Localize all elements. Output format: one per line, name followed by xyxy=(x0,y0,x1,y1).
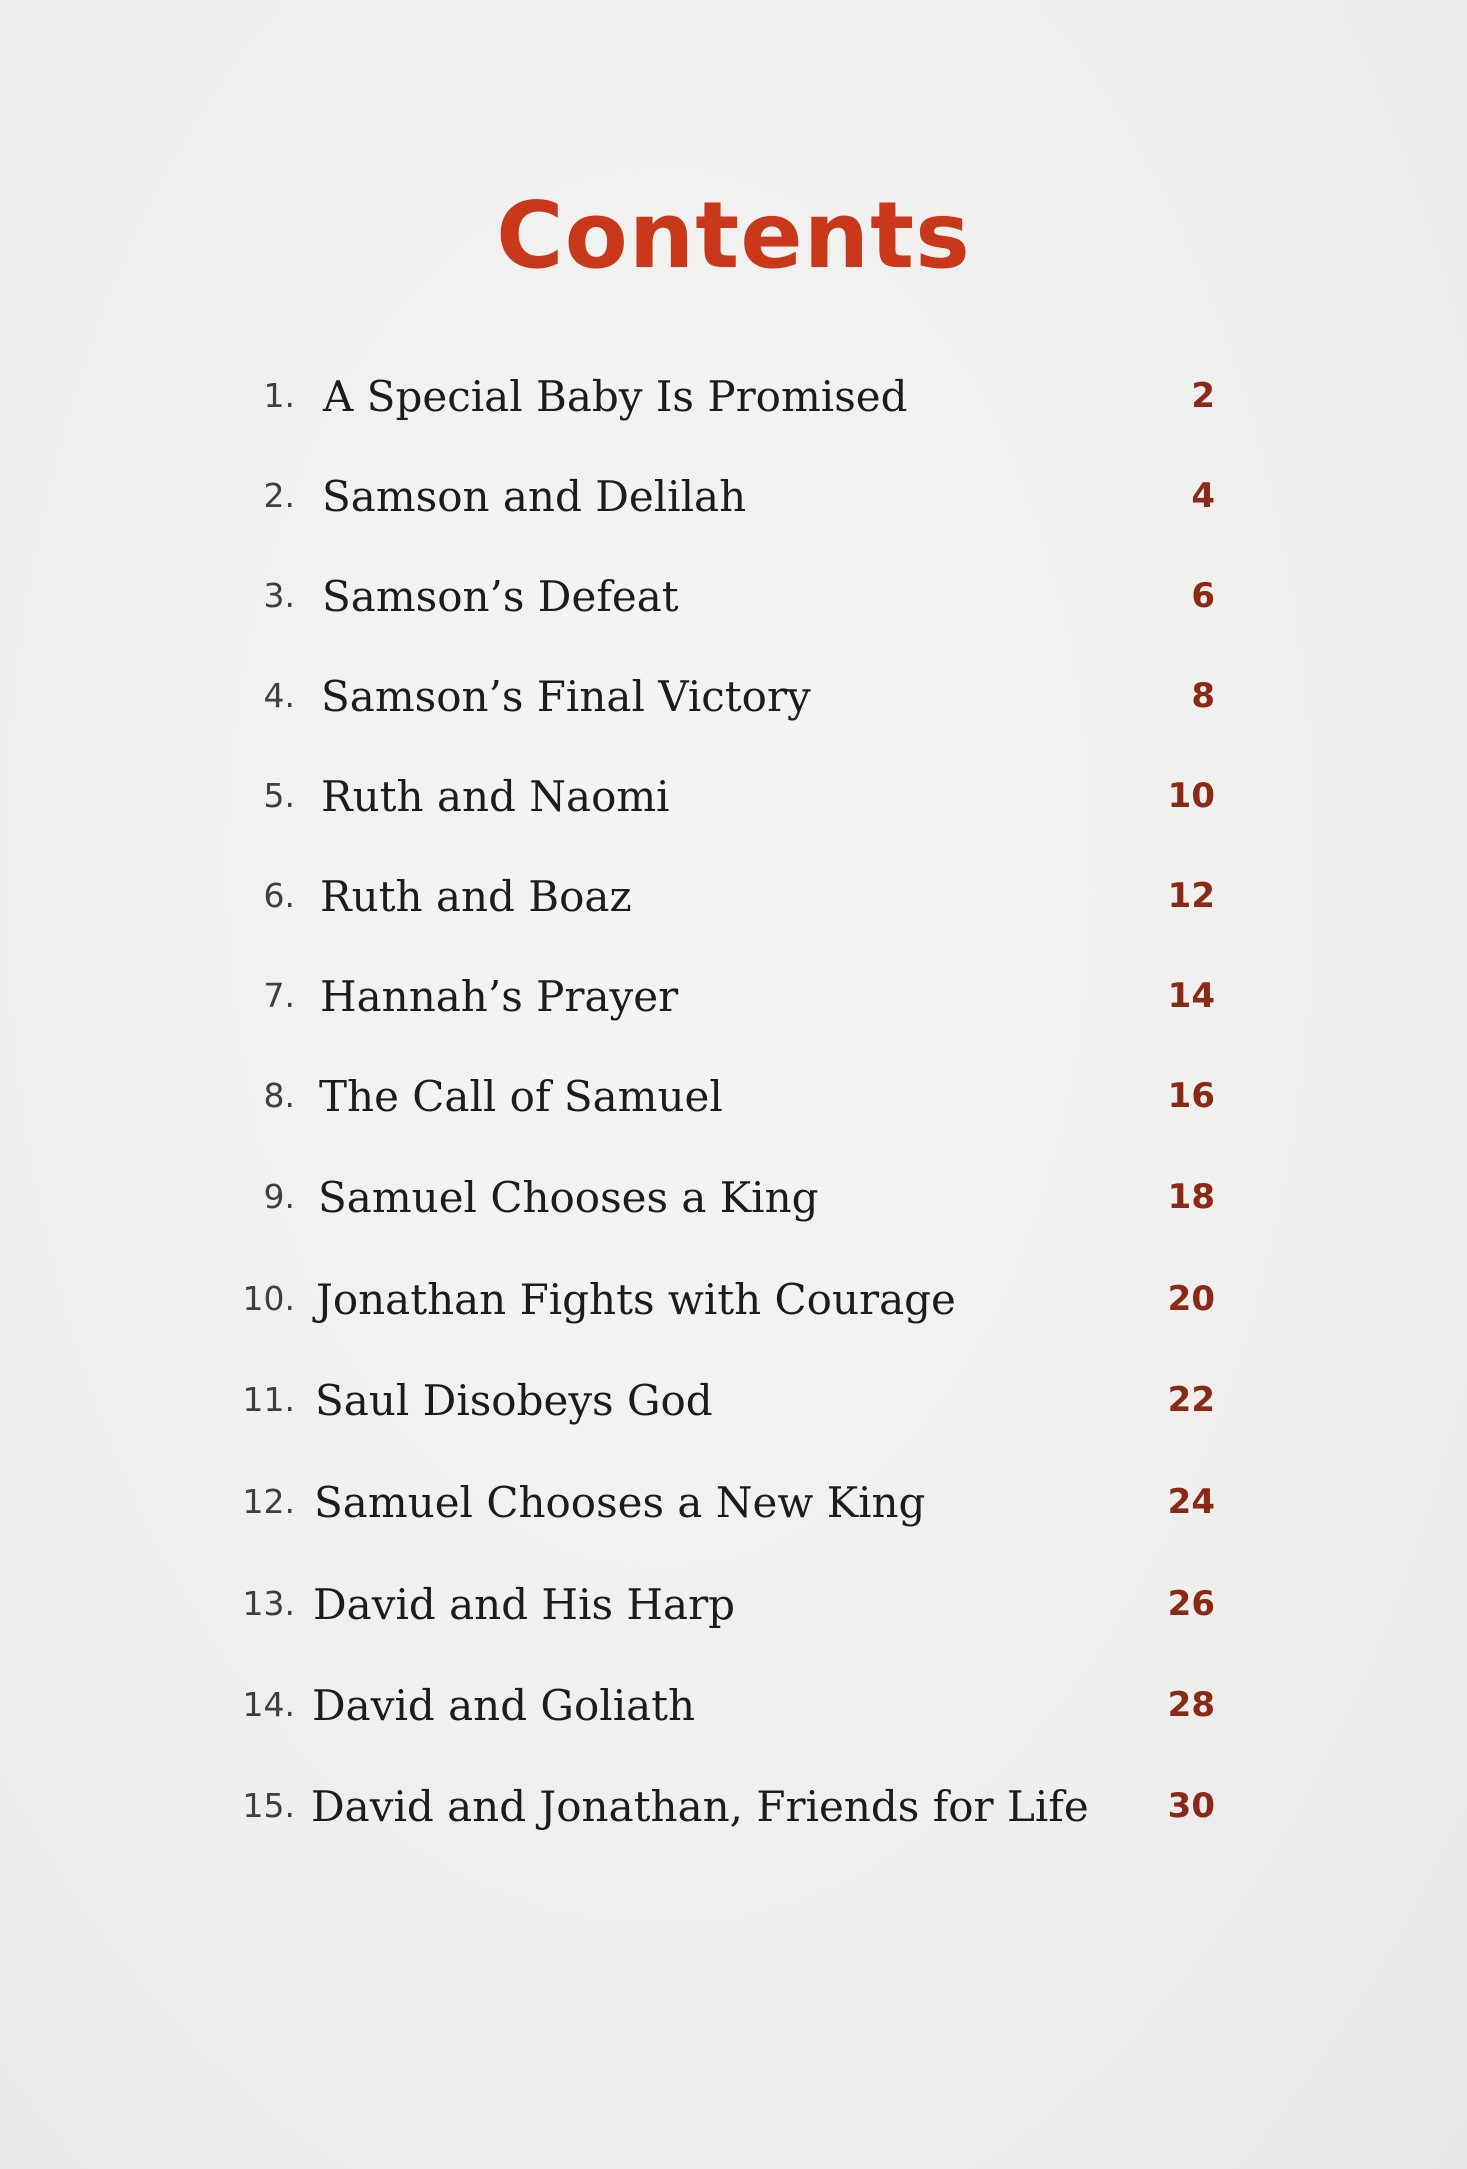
toc-entry xyxy=(0,1163,1467,1233)
entry-page-number: 24 xyxy=(1167,1482,1215,1522)
entry-title: Saul Disobeys God xyxy=(315,1376,713,1425)
entry-page-number: 2 xyxy=(1191,376,1215,416)
toc-entry xyxy=(0,662,1467,732)
entry-title: Jonathan Fights with Courage xyxy=(316,1275,956,1324)
entry-title: Samson’s Defeat xyxy=(322,572,679,621)
entry-number: 7. xyxy=(263,976,295,1015)
toc-entry xyxy=(0,1671,1467,1741)
toc-entry xyxy=(0,1570,1467,1640)
entry-title: David and His Harp xyxy=(313,1580,736,1629)
toc-entry xyxy=(0,1265,1467,1335)
entry-title: David and Jonathan, Friends for Life xyxy=(311,1782,1089,1831)
entry-number: 11. xyxy=(242,1380,295,1419)
toc-entry xyxy=(0,1772,1467,1842)
entry-title: Ruth and Boaz xyxy=(320,872,632,921)
toc-entry xyxy=(0,462,1467,532)
entry-page-number: 12 xyxy=(1167,876,1215,916)
entry-title: Samuel Chooses a King xyxy=(318,1173,819,1222)
entry-page-number: 28 xyxy=(1167,1685,1215,1725)
entry-title: Samson and Delilah xyxy=(322,472,747,521)
entry-number: 6. xyxy=(263,876,295,915)
entry-page-number: 26 xyxy=(1167,1584,1215,1624)
entry-page-number: 10 xyxy=(1167,776,1215,816)
entry-title: Ruth and Naomi xyxy=(321,772,670,821)
entry-title: The Call of Samuel xyxy=(319,1072,723,1121)
entry-number: 15. xyxy=(242,1786,295,1825)
entry-title: Samuel Chooses a New King xyxy=(314,1478,926,1527)
entry-number: 2. xyxy=(263,476,295,515)
toc-entry xyxy=(0,962,1467,1032)
entry-page-number: 16 xyxy=(1167,1076,1215,1116)
entry-number: 13. xyxy=(242,1584,295,1623)
toc-entry xyxy=(0,1062,1467,1132)
entry-number: 4. xyxy=(263,676,295,715)
toc-entry xyxy=(0,1366,1467,1436)
entry-page-number: 20 xyxy=(1167,1279,1215,1319)
entry-title: David and Goliath xyxy=(312,1681,696,1730)
entry-page-number: 18 xyxy=(1167,1177,1215,1217)
entry-number: 5. xyxy=(263,776,295,815)
entry-number: 8. xyxy=(263,1076,295,1115)
entry-number: 3. xyxy=(263,576,295,615)
toc-entry xyxy=(0,362,1467,432)
entry-page-number: 30 xyxy=(1167,1786,1215,1826)
entry-title: A Special Baby Is Promised xyxy=(323,372,908,421)
entry-page-number: 14 xyxy=(1167,976,1215,1016)
toc-entry xyxy=(0,562,1467,632)
page-title: Contents xyxy=(496,182,971,289)
toc-entry xyxy=(0,762,1467,832)
entry-page-number: 22 xyxy=(1167,1380,1215,1420)
entry-title: Hannah’s Prayer xyxy=(320,972,679,1021)
entry-page-number: 4 xyxy=(1191,476,1215,516)
entry-title: Samson’s Final Victory xyxy=(321,672,811,721)
toc-entry xyxy=(0,1468,1467,1538)
entry-number: 10. xyxy=(242,1279,295,1318)
entry-number: 1. xyxy=(263,376,295,415)
entry-number: 12. xyxy=(242,1482,295,1521)
entry-page-number: 6 xyxy=(1191,576,1215,616)
toc-entry xyxy=(0,862,1467,932)
entry-number: 9. xyxy=(263,1177,295,1216)
entry-number: 14. xyxy=(242,1685,295,1724)
entry-page-number: 8 xyxy=(1191,676,1215,716)
